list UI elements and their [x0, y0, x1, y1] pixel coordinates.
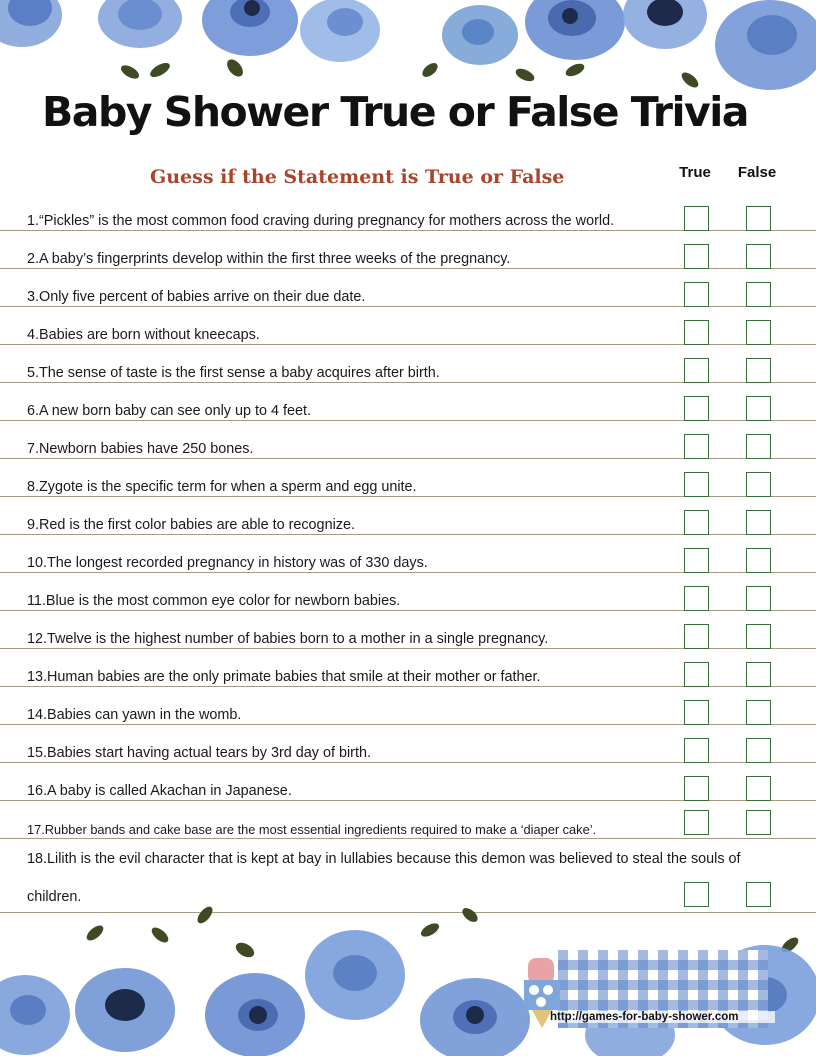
- question-row: [0, 690, 816, 725]
- page-subtitle: Guess if the Statement is True or False: [150, 166, 565, 188]
- flower-icon: [623, 0, 707, 49]
- floral-border-top: [0, 0, 816, 95]
- question-row: [0, 272, 816, 307]
- page-title: Baby Shower True or False Trivia: [42, 88, 748, 136]
- true-checkbox[interactable]: [684, 700, 709, 725]
- true-checkbox[interactable]: [684, 738, 709, 763]
- false-checkbox[interactable]: [746, 320, 771, 345]
- true-checkbox[interactable]: [684, 662, 709, 687]
- question-text: 3.Only five percent of babies arrive on their due date.: [27, 289, 366, 305]
- false-checkbox[interactable]: [746, 282, 771, 307]
- question-text: 6.A new born baby can see only up to 4 feet.: [27, 403, 312, 419]
- leaf-icon: [119, 56, 701, 90]
- flower-icon: [202, 0, 298, 56]
- true-checkbox[interactable]: [684, 206, 709, 231]
- question-row: [0, 652, 816, 687]
- true-checkbox[interactable]: [684, 882, 709, 907]
- question-text: 10.The longest recorded pregnancy in history was of 330 days.: [27, 555, 428, 571]
- flower-icon: [442, 5, 518, 65]
- false-checkbox[interactable]: [746, 882, 771, 907]
- flower-icon: [98, 0, 182, 48]
- question-row: [0, 500, 816, 535]
- true-checkbox[interactable]: [684, 282, 709, 307]
- false-checkbox[interactable]: [746, 472, 771, 497]
- flower-icon: [715, 0, 816, 90]
- question-text: 11.Blue is the most common eye color for newborn babies.: [27, 593, 401, 609]
- question-text: 17.Rubber bands and cake base are the most essential ingredients required to make a ‘diaper cake’.: [27, 822, 597, 837]
- false-checkbox[interactable]: [746, 810, 771, 835]
- website-promo: [520, 950, 772, 1028]
- question-row: [0, 842, 816, 913]
- question-row: [0, 310, 816, 345]
- question-text: 16.A baby is called Akachan in Japanese.: [27, 783, 292, 799]
- true-checkbox[interactable]: [684, 396, 709, 421]
- website-url[interactable]: http://games-for-baby-shower.com: [550, 1011, 775, 1023]
- question-row: [0, 462, 816, 497]
- column-header-false: False: [737, 164, 777, 181]
- question-text: 9.Red is the first color babies are able to recognize.: [27, 517, 355, 533]
- true-checkbox[interactable]: [684, 810, 709, 835]
- false-checkbox[interactable]: [746, 510, 771, 535]
- true-checkbox[interactable]: [684, 510, 709, 535]
- false-checkbox[interactable]: [746, 700, 771, 725]
- true-checkbox[interactable]: [684, 434, 709, 459]
- false-checkbox[interactable]: [746, 662, 771, 687]
- question-text: 12.Twelve is the highest number of babies born to a mother in a single pregnancy.: [27, 631, 549, 647]
- question-row: [0, 196, 816, 231]
- true-checkbox[interactable]: [684, 358, 709, 383]
- flower-icon: [300, 0, 380, 62]
- false-checkbox[interactable]: [746, 776, 771, 801]
- question-text: 4.Babies are born without kneecaps.: [27, 327, 260, 343]
- true-checkbox[interactable]: [684, 624, 709, 649]
- question-text: 14.Babies can yawn in the womb.: [27, 707, 242, 723]
- flower-icon: [205, 973, 305, 1056]
- question-text: 13.Human babies are the only primate babies that smile at their mother or father.: [27, 669, 541, 685]
- question-text: 7.Newborn babies have 250 bones.: [27, 441, 254, 457]
- question-row: [0, 576, 816, 611]
- false-checkbox[interactable]: [746, 434, 771, 459]
- false-checkbox[interactable]: [746, 738, 771, 763]
- question-row: [0, 424, 816, 459]
- flower-icon: [0, 975, 70, 1055]
- question-row: [0, 766, 816, 801]
- question-row: [0, 538, 816, 573]
- question-text: 1.“Pickles” is the most common food craving during pregnancy for mothers across the world.: [27, 213, 615, 229]
- true-checkbox[interactable]: [684, 244, 709, 269]
- false-checkbox[interactable]: [746, 624, 771, 649]
- false-checkbox[interactable]: [746, 244, 771, 269]
- false-checkbox[interactable]: [746, 206, 771, 231]
- question-row: [0, 348, 816, 383]
- question-row: [0, 728, 816, 763]
- question-row: [0, 386, 816, 421]
- column-header-true: True: [679, 164, 711, 181]
- false-checkbox[interactable]: [746, 586, 771, 611]
- flower-icon: [525, 0, 625, 60]
- flower-icon: [420, 978, 530, 1056]
- true-checkbox[interactable]: [684, 320, 709, 345]
- question-text: 15.Babies start having actual tears by 3rd day of birth.: [27, 745, 371, 761]
- false-checkbox[interactable]: [746, 358, 771, 383]
- question-text: 5.The sense of taste is the first sense a baby acquires after birth.: [27, 365, 440, 381]
- false-checkbox[interactable]: [746, 396, 771, 421]
- true-checkbox[interactable]: [684, 548, 709, 573]
- question-row: [0, 804, 816, 839]
- question-row: [0, 614, 816, 649]
- flower-icon: [305, 930, 405, 1020]
- false-checkbox[interactable]: [746, 548, 771, 573]
- question-text: 2.A baby’s fingerprints develop within the first three weeks of the pregnancy.: [27, 251, 511, 267]
- true-checkbox[interactable]: [684, 586, 709, 611]
- flower-icon: [0, 0, 62, 47]
- flower-icon: [75, 968, 175, 1052]
- question-row: [0, 234, 816, 269]
- question-text: 8.Zygote is the specific term for when a sperm and egg unite.: [27, 479, 417, 495]
- true-checkbox[interactable]: [684, 472, 709, 497]
- question-text: 18.Lilith is the evil character that is kept at bay in lullabies because this demon was believed to steal the souls of children.: [27, 851, 741, 905]
- true-checkbox[interactable]: [684, 776, 709, 801]
